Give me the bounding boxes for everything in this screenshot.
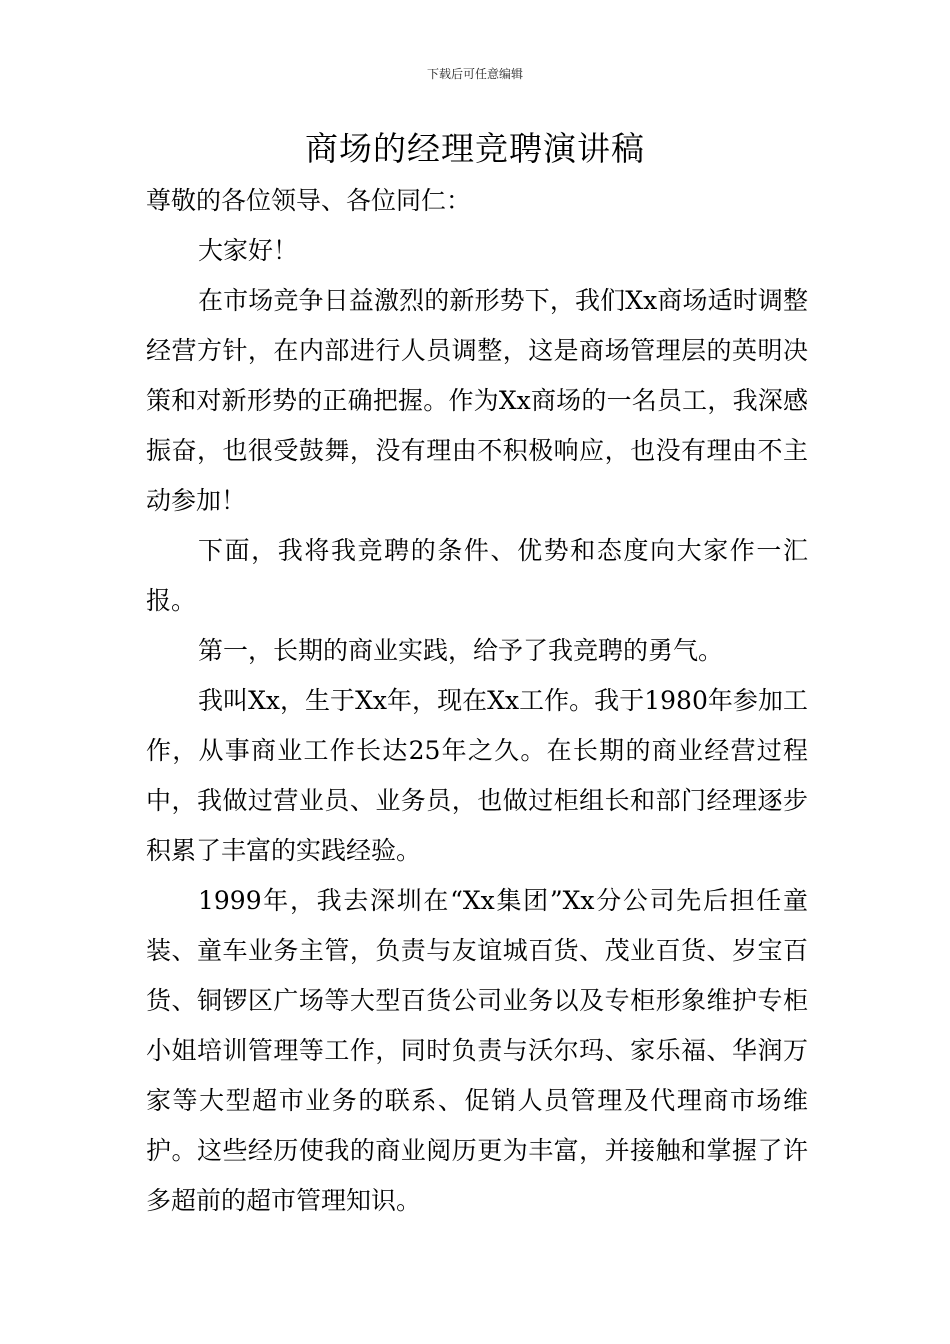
paragraph-outline: 下面，我将我竞聘的条件、优势和态度向大家作一汇报。 bbox=[146, 536, 808, 615]
paragraph-point-one: 第一，长期的商业实践，给予了我竞聘的勇气。 bbox=[198, 636, 724, 665]
paragraph-background: 我叫Xx，生于Xx年，现在Xx工作。我于1980年参加工作，从事商业工作长达25年之久。在长期的商业经营过程中，我做过营业员、业务员，也做过柜组长和部门经理逐步积累了丰富的实践经验。 bbox=[146, 686, 808, 865]
salutation: 尊敬的各位领导、各位同仁： bbox=[146, 186, 472, 215]
document-body bbox=[146, 176, 808, 1226]
header-note: 下载后可任意编辑 bbox=[426, 67, 523, 81]
paragraph-intro: 在市场竞争日益激烈的新形势下，我们Xx商场适时调整经营方针，在内部进行人员调整，这是商场管理层的英明决策和对新形势的正确把握。作为Xx商场的一名员工，我深感振奋，也很受鼓舞，没有理由不积极响应，也没有理由不主动参加！ bbox=[146, 286, 808, 515]
paragraph-greeting: 大家好！ bbox=[198, 236, 299, 265]
paragraph-experience: 1999年，我去深圳在“Xx集团”Xx分公司先后担任童装、童车业务主管，负责与友谊城百货、茂业百货、岁宝百货、铜锣区广场等大型百货公司业务以及专柜形象维护专柜小姐培训管理等工作，同时负责与沃尔玛、家乐福、华润万家等大型超市业务的联系、促销人员管理及代理商市场维护。这些经历使我的商业阅历更为丰富，并接触和掌握了许多超前的超市管理知识。 bbox=[146, 886, 808, 1215]
document-title: 商场的经理竞聘演讲稿 bbox=[305, 129, 645, 168]
